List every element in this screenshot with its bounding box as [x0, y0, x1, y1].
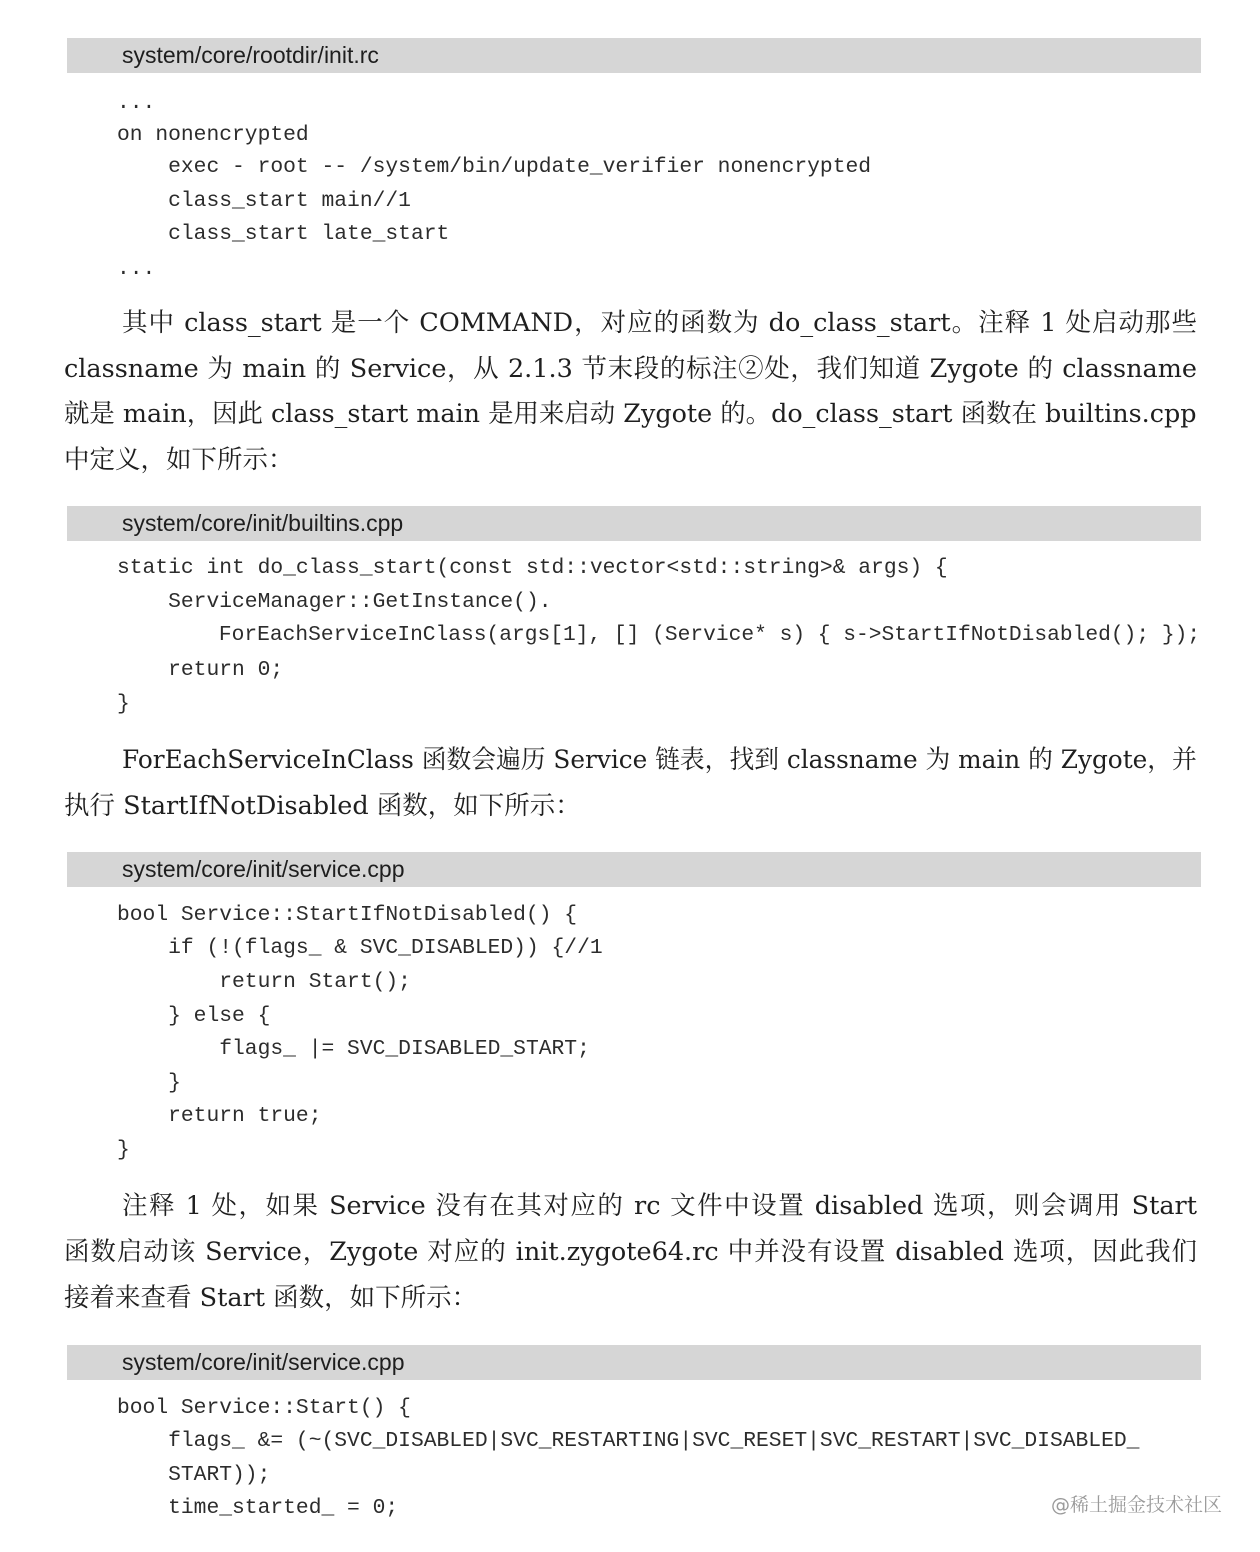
code-line: START)); — [117, 1463, 271, 1487]
code-line: ForEachServiceInClass(args[1], [] (Service* s) { s->StartIfNotDisabled(); }); — [117, 623, 1201, 647]
file-path-header: system/core/init/service.cpp — [67, 852, 1201, 887]
watermark: @稀土掘金技术社区 — [1050, 1494, 1222, 1516]
code-line: return true; — [117, 1104, 322, 1128]
code-line: time_started_ = 0; — [117, 1496, 399, 1520]
file-path-header: system/core/rootdir/init.rc — [67, 38, 1201, 73]
code-line: return 0; — [117, 658, 284, 682]
code-line: static int do_class_start(const std::vector<std::string>& args) { — [117, 556, 948, 580]
code-line: } — [117, 1138, 130, 1162]
code-line: } — [117, 692, 130, 716]
file-path-header: system/core/init/service.cpp — [67, 1345, 1201, 1380]
code-line: on nonencrypted — [117, 123, 309, 147]
code-line: return Start(); — [117, 970, 411, 994]
code-line: bool Service::StartIfNotDisabled() { — [117, 903, 578, 927]
code-line: flags_ &= (~(SVC_DISABLED|SVC_RESTARTING|SVC_RESET|SVC_RESTART|SVC_DISABLED_ — [117, 1429, 1140, 1453]
code-line: if (!(flags_ & SVC_DISABLED)) {//1 — [117, 936, 603, 960]
paragraph-line: classname 为 main 的 Service，从 2.1.3 节末段的标注②处，我们知道 Zygote 的 classname — [64, 354, 1197, 384]
code-line: class_start late_start — [117, 222, 450, 246]
paragraph-line: 接着来查看 Start 函数，如下所示： — [64, 1283, 478, 1313]
paragraph-line: 执行 StartIfNotDisabled 函数，如下所示： — [64, 791, 581, 821]
paragraph-line: 就是 main，因此 class_start main 是用来启动 Zygote 的。do_class_start 函数在 builtins.cpp — [64, 399, 1197, 429]
code-line: bool Service::Start() { — [117, 1396, 411, 1420]
code-line: ServiceManager::GetInstance(). — [117, 590, 552, 614]
paragraph-line: 其中 class_start 是一个 COMMAND，对应的函数为 do_class_start。注释 1 处启动那些 — [122, 308, 1197, 338]
file-path-header: system/core/init/builtins.cpp — [67, 506, 1201, 541]
code-line: ... — [117, 257, 156, 281]
code-line: exec - root -- /system/bin/update_verifier nonencrypted — [117, 155, 872, 179]
code-line: } — [117, 1071, 181, 1095]
code-line: class_start main//1 — [117, 189, 411, 213]
paragraph-line: 函数启动该 Service，Zygote 对应的 init.zygote64.rc 中并没有设置 disabled 选项，因此我们 — [64, 1237, 1197, 1267]
paragraph-line: 中定义，如下所示： — [64, 445, 294, 475]
code-line: } else { — [117, 1004, 271, 1028]
paragraph-line: ForEachServiceInClass 函数会遍历 Service 链表，找到 classname 为 main 的 Zygote，并 — [122, 745, 1197, 775]
code-line: flags_ |= SVC_DISABLED_START; — [117, 1037, 590, 1061]
code-line: ... — [117, 91, 156, 115]
paragraph-line: 注释 1 处，如果 Service 没有在其对应的 rc 文件中设置 disabled 选项，则会调用 Start — [122, 1191, 1197, 1221]
